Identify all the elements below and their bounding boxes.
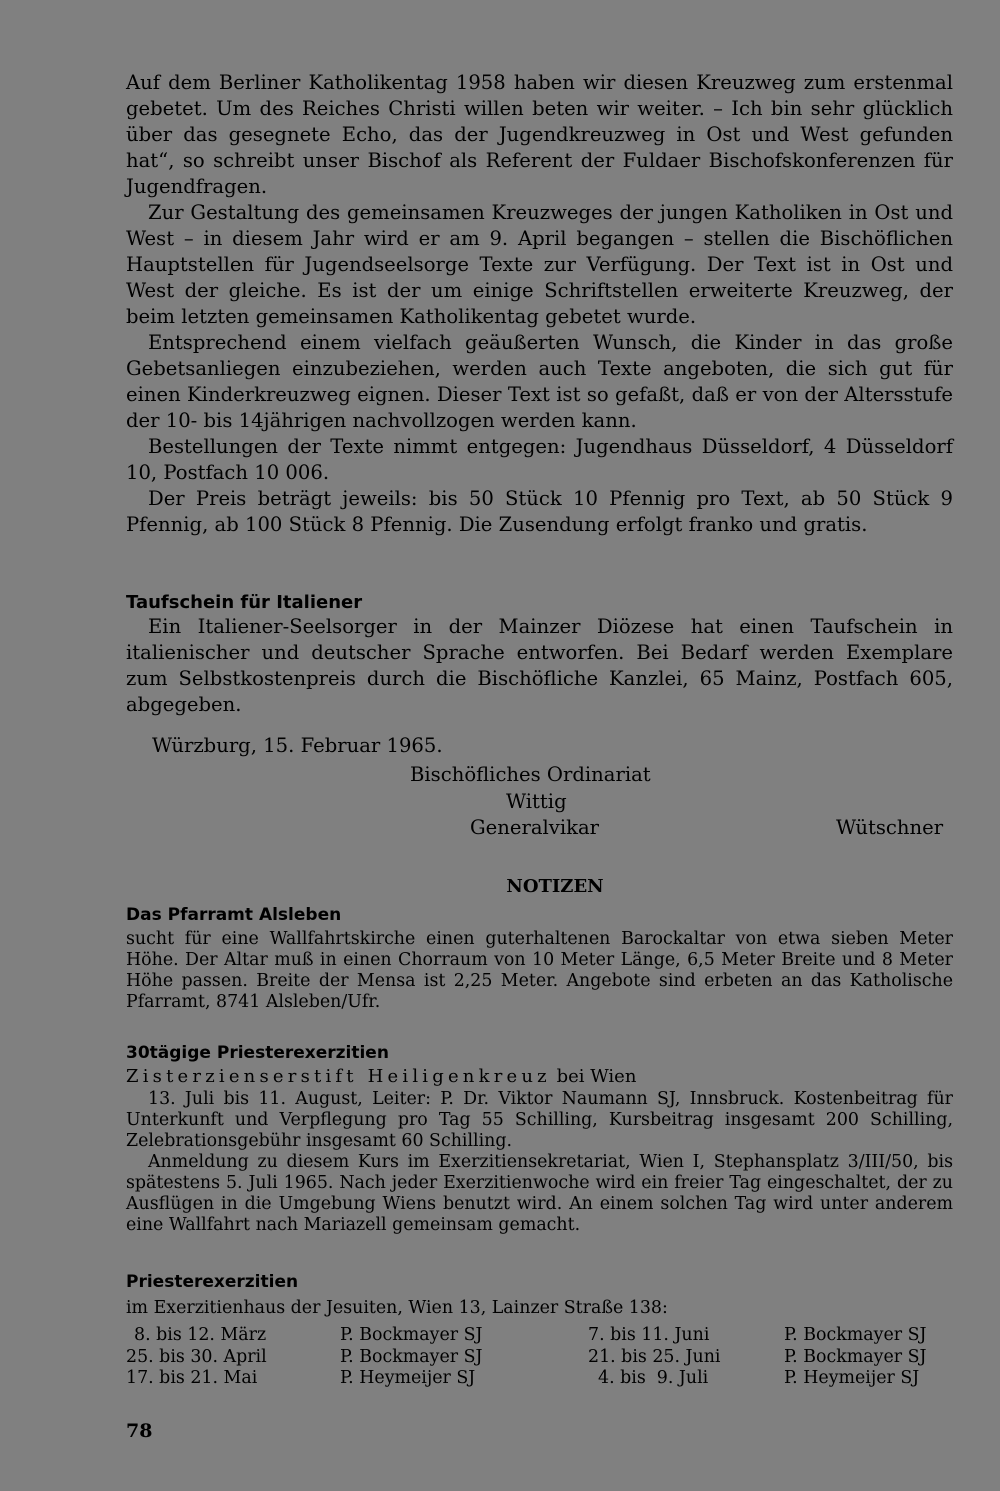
pfarramt-section bbox=[126, 905, 953, 1013]
signature-place-date: Würzburg, 15. Februar 1965. bbox=[152, 734, 443, 757]
priester-heading: Priesterexerzitien bbox=[126, 1272, 299, 1292]
schedule-date: 17. bis 21. Mai bbox=[126, 1368, 258, 1388]
signature-second-name: Wütschner bbox=[836, 816, 944, 839]
schedule-date: 4. bis 9. Juli bbox=[598, 1368, 709, 1388]
schedule-date: 21. bis 25. Juni bbox=[588, 1346, 721, 1367]
priester-location: im Exerzitienhaus der Jesuiten, Wien 13, Lainzer Straße 138: bbox=[126, 1298, 668, 1318]
priester-section bbox=[126, 1272, 953, 1319]
schedule-leader: P. Heymeijer SJ bbox=[340, 1368, 476, 1388]
exerzitien30-paragraph-2: Anmeldung zu diesem Kurs im Exerzitiensekretariat, Wien I, Stephansplatz 3/III/50, bis spätestens 5. Juli 1965. Nach jeder Exerzitienwoche wird ein freier Tag eingeschaltet, der zu Ausflügen in die Umgebung Wiens benutzt wird. An einem solchen Tag wird unter anderem eine Wallfahrt nach Mariazell gemeinsam gemacht. bbox=[126, 1152, 953, 1235]
exerzitien30-section bbox=[126, 1043, 953, 1236]
signature-title: Generalvikar bbox=[470, 816, 600, 839]
signature-name: Wittig bbox=[506, 790, 567, 813]
schedule-leader: P. Heymeijer SJ bbox=[784, 1368, 920, 1388]
exerzitien30-heading: 30tägige Priesterexerzitien bbox=[126, 1043, 389, 1063]
intro-paragraph-5: Der Preis beträgt jeweils: bis 50 Stück 10 Pfennig pro Text, ab 50 Stück 9 Pfennig, ab 100 Stück 8 Pfennig. Die Zusendung erfolgt franko und gratis. bbox=[126, 487, 953, 536]
exerzitien30-place-spaced: Zisterzienserstift Heiligenkreuz bbox=[126, 1066, 551, 1087]
pfarramt-heading: Das Pfarramt Alsleben bbox=[126, 905, 342, 925]
table-row bbox=[126, 1347, 926, 1369]
schedule-date: 8. bis 12. März bbox=[134, 1325, 267, 1345]
pfarramt-text: sucht für eine Wallfahrtskirche einen guterhaltenen Barockaltar von etwa sieben Meter Höhe. Der Altar muß in einen Chorraum von 10 Meter Länge, 6,5 Meter Breite und 8 Meter Höhe passen. Breite der Mensa ist 2,25 Meter. Angebote sind erbeten an das Katholische Pfarramt, 8741 Alsleben/Ufr. bbox=[126, 929, 953, 1012]
schedule-date: 25. bis 30. April bbox=[126, 1346, 267, 1367]
page-number: 78 bbox=[126, 1420, 153, 1442]
intro-paragraph-3: Entsprechend einem vielfach geäußerten Wunsch, die Kinder in das große Gebetsanliegen einzubeziehen, werden auch Texte angeboten, die sich gut für einen Kinderkreuzweg eignen. Dieser Text ist so gefaßt, daß er von der Altersstufe der 10- bis 14jährigen nachvollzogen werden kann. bbox=[126, 331, 953, 432]
intro-paragraph-1: Auf dem Berliner Katholikentag 1958 haben wir diesen Kreuzweg zum erstenmal gebetet. Um des Reiches Christi willen beten wir weiter. – Ich bin sehr glücklich über das gesegnete Echo, das der Jugendkreuzweg in Ost und West gefunden hat“, so schreibt unser Bischof als Referent der Fuldaer Bischofskonferenzen für Jugendfragen. bbox=[126, 71, 953, 198]
schedule-table bbox=[126, 1325, 926, 1390]
taufschein-text: Ein Italiener-Seelsorger in der Mainzer Diözese hat einen Taufschein in italienischer und deutscher Sprache entworfen. Bei Bedarf werden Exemplare zum Selbstkostenpreis durch die Bischöfliche Kanzlei, 65 Mainz, Postfach 605, abgegeben. bbox=[126, 615, 953, 716]
schedule-leader: P. Bockmayer SJ bbox=[784, 1325, 927, 1345]
schedule-leader: P. Bockmayer SJ bbox=[340, 1325, 483, 1345]
exerzitien30-place-rest: bei Wien bbox=[556, 1066, 637, 1087]
table-row bbox=[126, 1368, 926, 1390]
schedule-leader: P. Bockmayer SJ bbox=[340, 1346, 483, 1367]
notizen-heading: NOTIZEN bbox=[506, 876, 604, 897]
taufschein-section bbox=[126, 592, 953, 718]
signature-office: Bischöfliches Ordinariat bbox=[410, 763, 651, 786]
schedule-leader: P. Bockmayer SJ bbox=[784, 1346, 927, 1367]
intro-section bbox=[126, 70, 953, 538]
taufschein-heading: Taufschein für Italiener bbox=[126, 592, 363, 613]
intro-paragraph-4: Bestellungen der Texte nimmt entgegen: Jugendhaus Düsseldorf, 4 Düsseldorf 10, Postfach 10 006. bbox=[126, 435, 953, 484]
exerzitien30-paragraph-1: 13. Juli bis 11. August, Leiter: P. Dr. Viktor Naumann SJ, Innsbruck. Kostenbeitrag für Unterkunft und Verpflegung pro Tag 55 Schilling, Kursbeitrag insgesamt 200 Schilling, Zelebrationsgebühr insgesamt 60 Schilling. bbox=[126, 1089, 953, 1151]
table-row bbox=[126, 1325, 926, 1347]
exerzitien30-place bbox=[126, 1065, 953, 1089]
schedule-date: 7. bis 11. Juni bbox=[588, 1325, 710, 1345]
intro-paragraph-2: Zur Gestaltung des gemeinsamen Kreuzweges der jungen Katholiken in Ost und West – in diesem Jahr wird er am 9. April begangen – stellen die Bischöflichen Hauptstellen für Jugendseelsorge Texte zur Verfügung. Der Text ist in Ost und West der gleiche. Es ist der um einige Schriftstellen erweiterte Kreuzweg, der beim letzten gemeinsamen Katholikentag gebetet wurde. bbox=[126, 201, 953, 328]
